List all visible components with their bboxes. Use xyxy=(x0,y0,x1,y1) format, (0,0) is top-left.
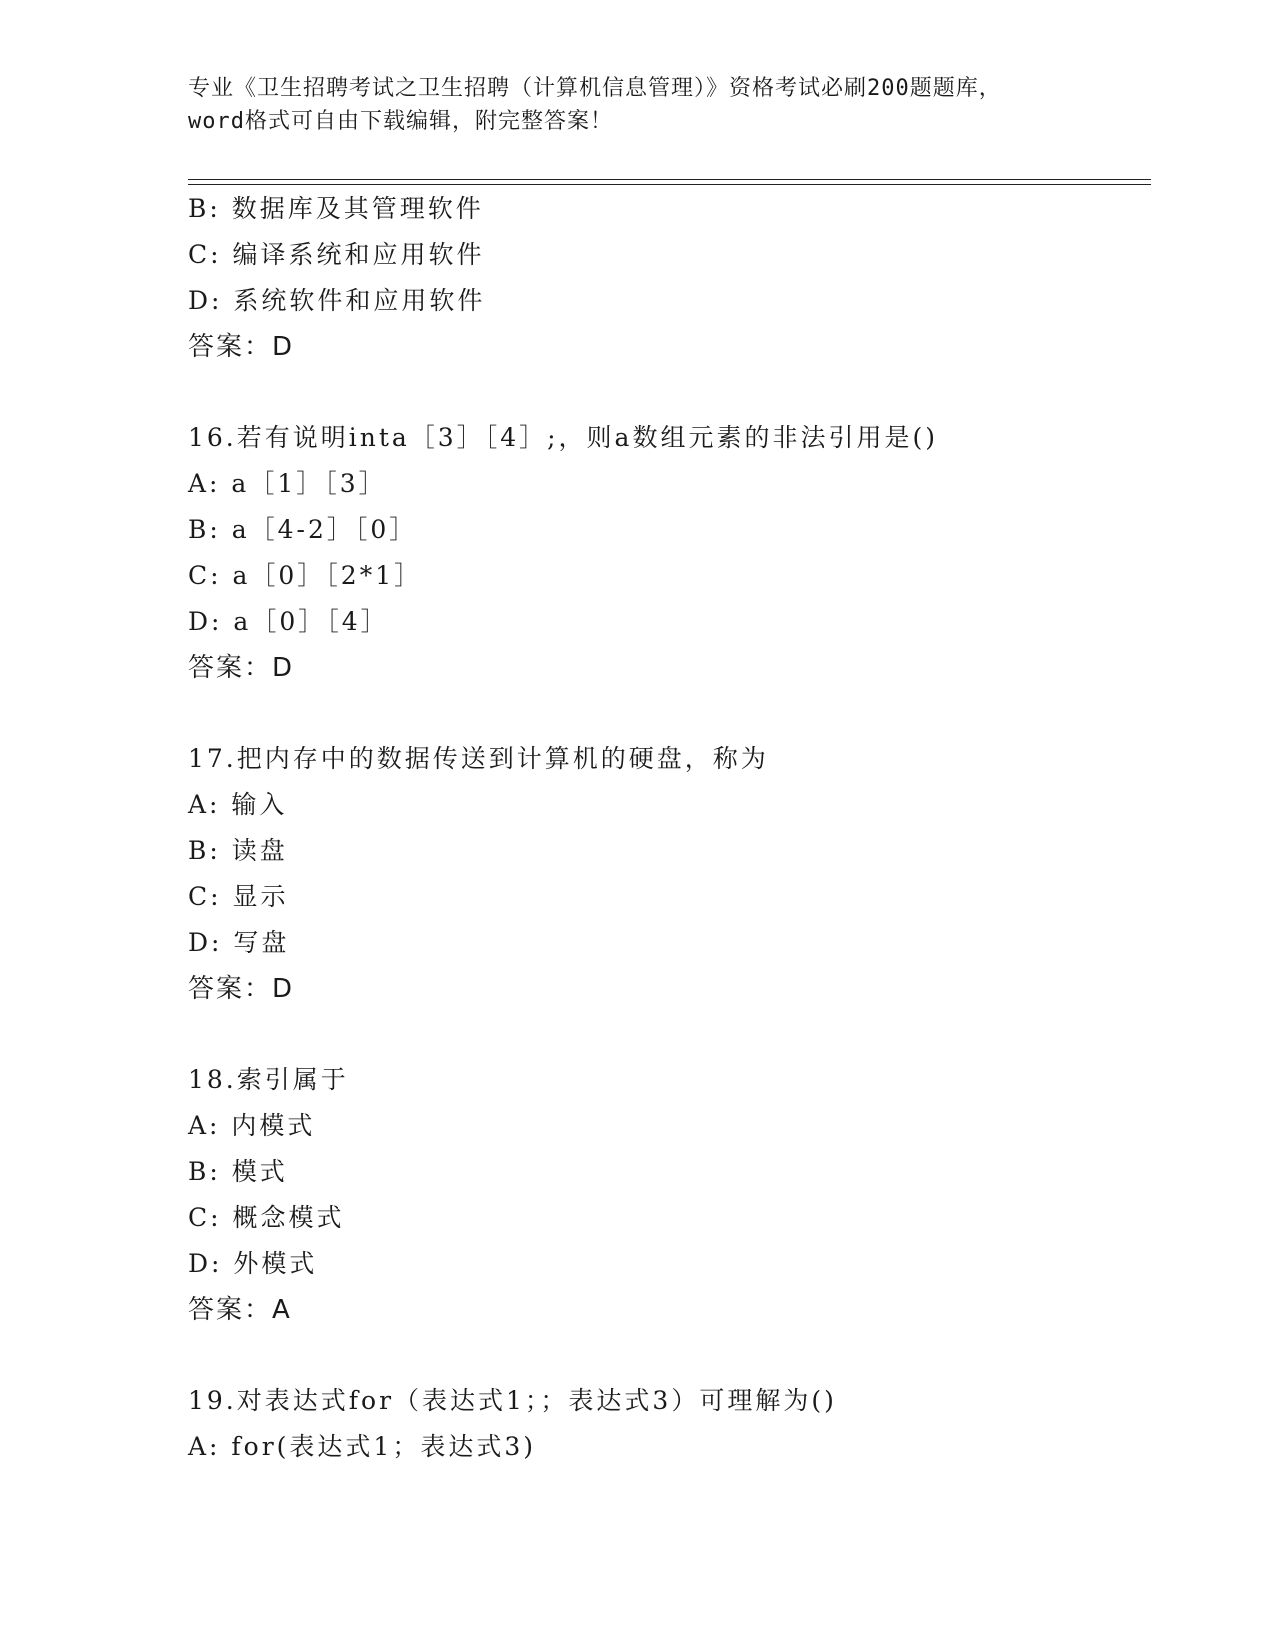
option-a: A: 输入 xyxy=(188,790,288,819)
option-a: A: a［1］［3］ xyxy=(188,469,387,498)
option-d: D: 写盘 xyxy=(188,928,290,957)
question-18 xyxy=(188,1057,1148,1333)
answer-line: 答案：D xyxy=(188,974,295,1004)
question-stem: 16.若有说明inta［3］［4］;，则a数组元素的非法引用是() xyxy=(188,423,938,452)
option-d: D: 系统软件和应用软件 xyxy=(188,286,486,315)
question-continued xyxy=(188,186,1148,370)
document-header xyxy=(188,72,1148,138)
question-16 xyxy=(188,415,1148,691)
option-c: C: 编译系统和应用软件 xyxy=(188,240,485,269)
option-d: D: 外模式 xyxy=(188,1249,318,1278)
option-c: C: 概念模式 xyxy=(188,1203,345,1232)
question-stem: 19.对表达式for（表达式1；；表达式3）可理解为() xyxy=(188,1386,837,1415)
option-b: B: 数据库及其管理软件 xyxy=(188,194,484,223)
question-19 xyxy=(188,1378,1148,1470)
answer-line: 答案：D xyxy=(188,332,295,362)
header-line-1: 专业《卫生招聘考试之卫生招聘（计算机信息管理）》资格考试必刷200题题库， xyxy=(188,76,1002,101)
header-line-2: word格式可自由下载编辑，附完整答案！ xyxy=(188,109,613,134)
option-b: B: 读盘 xyxy=(188,836,288,865)
option-c: C: a［0］［2*1］ xyxy=(188,561,423,590)
question-stem: 18.索引属于 xyxy=(188,1065,349,1094)
option-a: A: 内模式 xyxy=(188,1111,316,1140)
answer-line: 答案：D xyxy=(188,653,295,683)
option-b: B: a［4-2］［0］ xyxy=(188,515,418,544)
option-a: A: for(表达式1；表达式3) xyxy=(188,1432,536,1461)
option-c: C: 显示 xyxy=(188,882,289,911)
question-stem: 17.把内存中的数据传送到计算机的硬盘，称为 xyxy=(188,744,769,773)
header-divider-bottom xyxy=(188,184,1151,185)
header-divider-top xyxy=(188,179,1151,180)
answer-line: 答案：A xyxy=(188,1295,292,1325)
question-17 xyxy=(188,736,1148,1012)
question-list xyxy=(188,186,1148,1470)
option-d: D: a［0］［4］ xyxy=(188,607,389,636)
option-b: B: 模式 xyxy=(188,1157,288,1186)
